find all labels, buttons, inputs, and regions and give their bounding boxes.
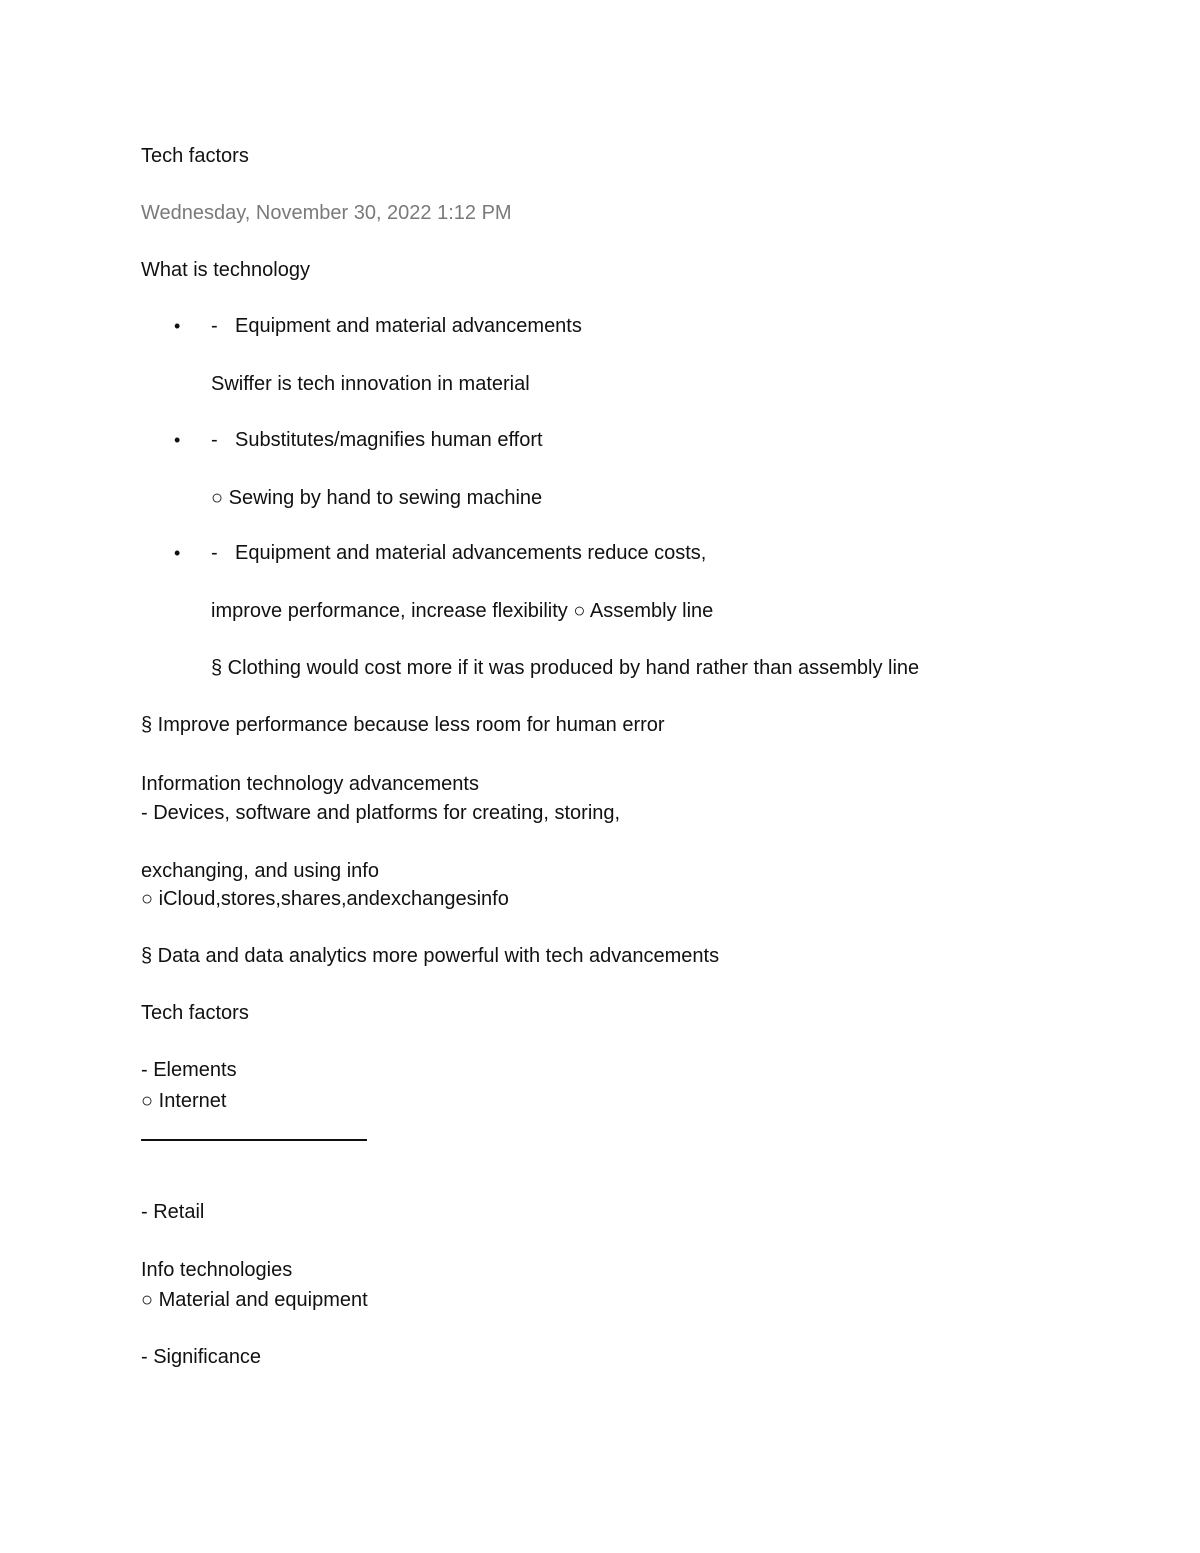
list-item-text: Equipment and material advancements reduce costs, <box>235 542 707 564</box>
note-line: Swiffer is tech innovation in material <box>211 373 530 395</box>
note-line: ○ Sewing by hand to sewing machine <box>211 487 543 509</box>
note-line: ○ iCloud,stores,shares,andexchangesinfo <box>141 888 509 910</box>
heading-information-technology: Information technology advancements <box>141 773 479 795</box>
note-line: improve performance, increase flexibility ○ Assembly line <box>211 600 714 622</box>
dash-marker: - <box>211 429 218 451</box>
dash-marker: - <box>211 315 218 337</box>
list-item-text: Substitutes/magnifies human effort <box>235 429 543 451</box>
note-line: exchanging, and using info <box>141 860 379 882</box>
dash-marker: - <box>211 542 218 564</box>
note-line: § Improve performance because less room for human error <box>141 714 665 736</box>
note-line: - Elements <box>141 1059 237 1081</box>
list-item <box>211 541 706 565</box>
note-line: ○ Internet <box>141 1090 227 1112</box>
note-line: - Significance <box>141 1346 262 1368</box>
note-line: ○ Material and equipment <box>141 1289 368 1311</box>
list-item <box>211 428 543 452</box>
list-item-text: Equipment and material advancements <box>235 315 582 337</box>
note-line: § Data and data analytics more powerful with tech advancements <box>141 945 720 967</box>
heading-tech-factors: Tech factors <box>141 1002 249 1024</box>
note-line: § Clothing would cost more if it was produced by hand rather than assembly line <box>211 657 920 679</box>
bullet-marker: • <box>174 316 181 336</box>
heading-info-technologies: Info technologies <box>141 1259 293 1281</box>
horizontal-rule <box>141 1139 367 1141</box>
bullet-marker: • <box>174 543 181 563</box>
page-title: Tech factors <box>141 145 249 167</box>
list-item <box>211 314 582 338</box>
note-timestamp: Wednesday, November 30, 2022 1:12 PM <box>141 202 512 224</box>
bullet-marker: • <box>174 430 181 450</box>
note-line: - Retail <box>141 1201 205 1223</box>
heading-what-is-technology: What is technology <box>141 259 310 281</box>
note-line: - Devices, software and platforms for creating, storing, <box>141 802 621 824</box>
